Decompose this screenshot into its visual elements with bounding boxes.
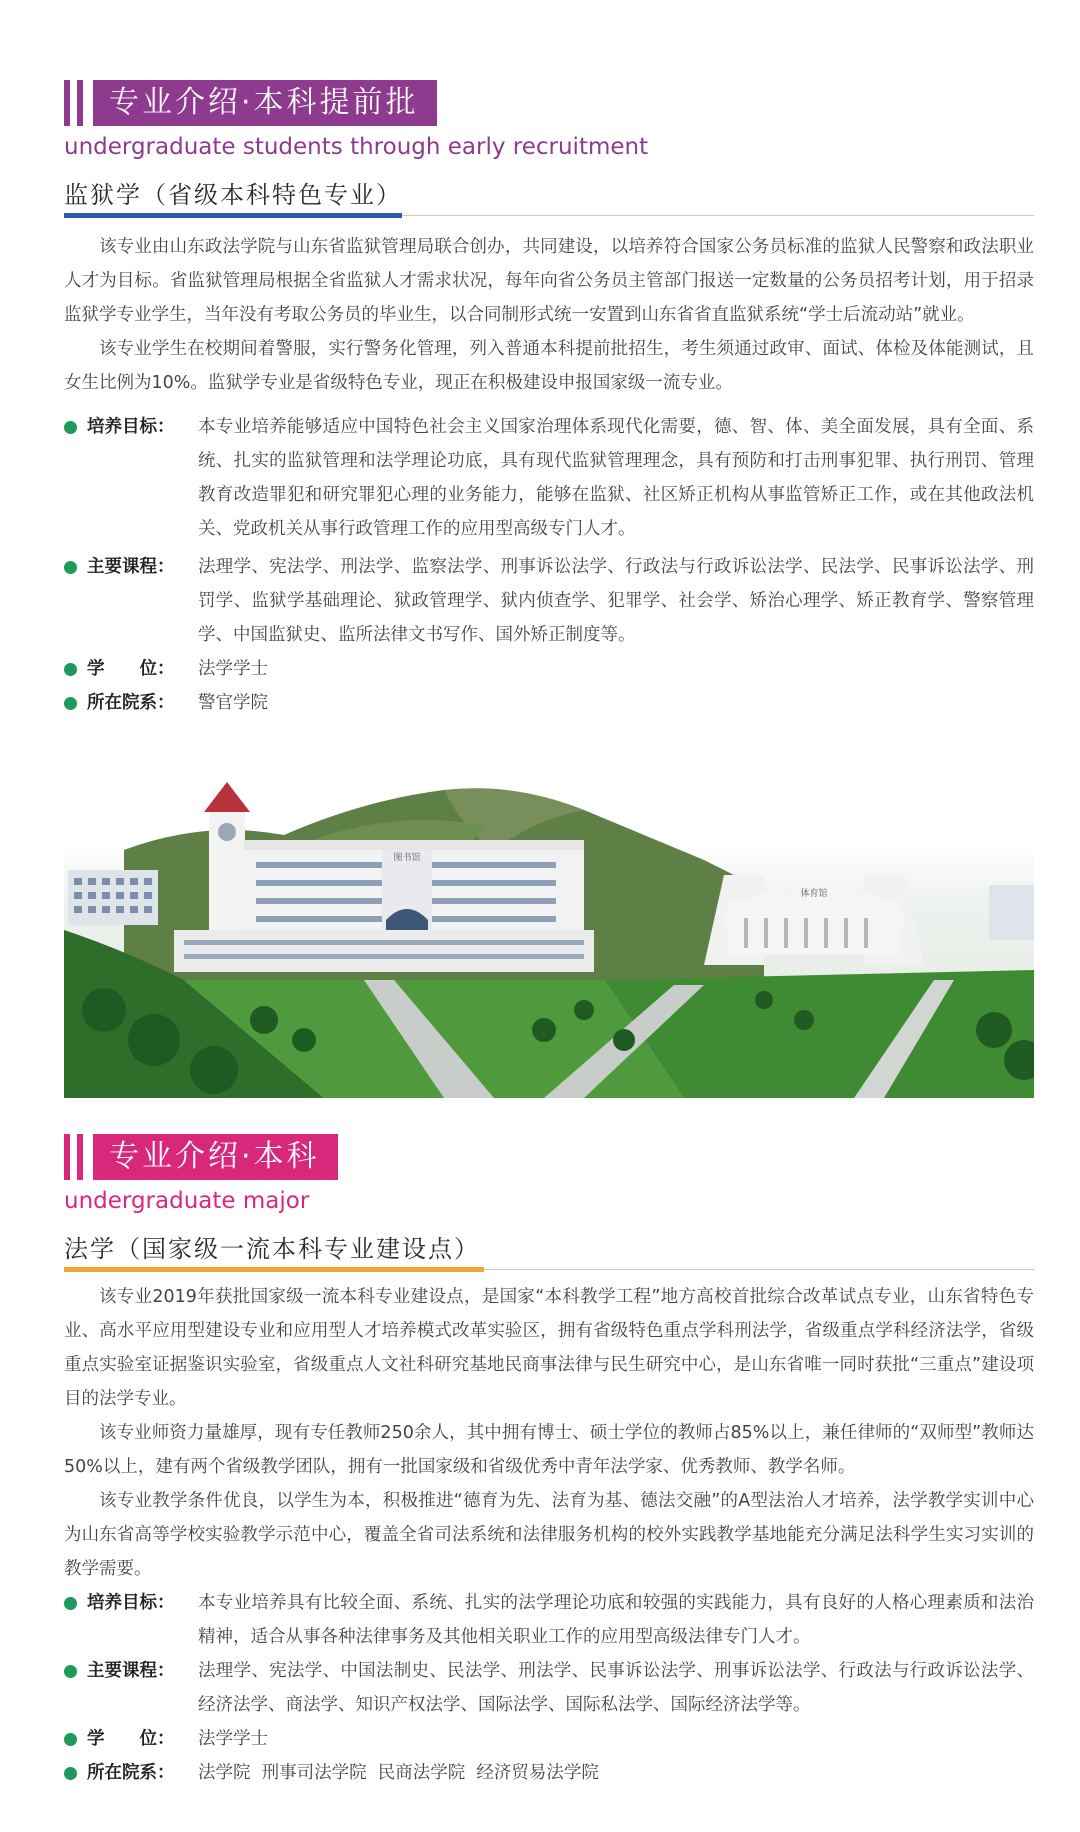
section-undergraduate — [64, 1134, 1034, 1790]
info-label: 学 位： — [87, 659, 175, 679]
info-value: 法理学、宪法学、刑法学、监察法学、刑事诉讼法学、行政法与行政诉讼法学、民法学、民事诉讼法学、刑罚学、监狱学基础理论、狱政管理学、狱内侦查学、犯罪学、社会学、矫治心理学、矫正教育学、警察管理学、中国监狱史、监所法律文书写作、国外矫正制度等。 — [198, 557, 1034, 645]
major-title: 监狱学（省级本科特色专业） — [64, 181, 402, 209]
info-label: 主要课程： — [87, 557, 175, 577]
info-label: 培养目标： — [87, 1593, 175, 1613]
info-label: 所在院系： — [87, 693, 175, 713]
gym-sign: 体育馆 — [800, 889, 828, 899]
section-banner — [64, 1134, 1034, 1180]
info-value: 法理学、宪法学、中国法制史、民法学、刑法学、民事诉讼法学、刑事诉讼法学、行政法与行政诉讼法学、经济法学、商法学、知识产权法学、国际法学、国际私法学、国际经济法学等。 — [198, 1661, 1034, 1715]
bullet-dot-icon — [64, 1597, 77, 1610]
campus-illustration — [64, 780, 1034, 1098]
library-sign: 图书馆 — [393, 853, 421, 863]
major-heading — [64, 176, 1034, 220]
banner-accent-bar — [77, 80, 83, 126]
info-value: 法学院 刑事司法学院 民商法学院 经济贸易法学院 — [198, 1763, 599, 1783]
banner-accent-bar — [77, 1134, 83, 1180]
bullet-dot-icon — [64, 1733, 77, 1746]
section-early-recruitment — [64, 80, 1034, 720]
major-info-list — [64, 1586, 1034, 1790]
bullet-dot-icon — [64, 663, 77, 676]
info-row-department — [64, 686, 1034, 720]
major-description — [64, 1280, 1034, 1586]
info-label: 学 位： — [87, 1729, 175, 1749]
info-value: 法学学士 — [198, 659, 268, 679]
section-subtitle: undergraduate major — [64, 1188, 310, 1214]
section-banner — [64, 80, 1034, 126]
heading-rule-accent — [64, 213, 402, 218]
major-description — [64, 230, 1034, 400]
info-row-courses — [64, 1654, 1034, 1722]
bullet-dot-icon — [64, 421, 77, 434]
info-label: 主要课程： — [87, 1661, 175, 1681]
campus-photo — [64, 780, 1034, 1098]
heading-rule-accent — [64, 1267, 484, 1272]
info-row-degree — [64, 652, 1034, 686]
info-value: 警官学院 — [198, 693, 268, 713]
info-value: 本专业培养具有比较全面、系统、扎实的法学理论功底和较强的实践能力，具有良好的人格心理素质和法治精神，适合从事各种法律事务及其他相关职业工作的应用型高级法律专门人才。 — [198, 1593, 1034, 1647]
info-row-training-goal — [64, 410, 1034, 546]
info-row-degree — [64, 1722, 1034, 1756]
info-row-department — [64, 1756, 1034, 1790]
banner-accent-bar — [64, 1134, 70, 1180]
major-title: 法学（国家级一流本科专业建设点） — [64, 1235, 480, 1263]
section-title: 专业介绍·本科 — [93, 1134, 338, 1180]
bullet-dot-icon — [64, 1665, 77, 1678]
info-value: 本专业培养能够适应中国特色社会主义国家治理体系现代化需要，德、智、体、美全面发展，具有全面、系统、扎实的监狱管理和法学理论功底，具有现代监狱管理理念，具有预防和打击刑事犯罪、执行刑罚、管理教育改造罪犯和研究罪犯心理的业务能力，能够在监狱、社区矫正机构从事监管矫正工作，或在其他政法机关、党政机关从事行政管理工作的应用型高级专门人才。 — [198, 417, 1034, 539]
info-row-courses — [64, 550, 1034, 652]
info-row-training-goal — [64, 1586, 1034, 1654]
paragraph: 该专业教学条件优良，以学生为本，积极推进“德育为先、法育为基、德法交融”的A型法治人才培养，法学教学实训中心为山东省高等学校实验教学示范中心，覆盖全省司法系统和法律服务机构的校外实践教学基地能充分满足法科学生实习实训的教学需要。 — [64, 1491, 1034, 1579]
major-heading — [64, 1230, 1034, 1274]
info-value: 法学学士 — [198, 1729, 268, 1749]
bullet-dot-icon — [64, 561, 77, 574]
banner-accent-bar — [64, 80, 70, 126]
bullet-dot-icon — [64, 1767, 77, 1780]
bullet-dot-icon — [64, 697, 77, 710]
section-subtitle: undergraduate students through early recruitment — [64, 134, 649, 160]
paragraph: 该专业由山东政法学院与山东省监狱管理局联合创办，共同建设，以培养符合国家公务员标准的监狱人民警察和政法职业人才为目标。省监狱管理局根据全省监狱人才需求状况，每年向省公务员主管部门报送一定数量的公务员招考计划，用于招录监狱学专业学生，当年没有考取公务员的毕业生，以合同制形式统一安置到山东省省直监狱系统“学士后流动站”就业。 — [64, 237, 1034, 325]
info-label: 培养目标： — [87, 417, 175, 437]
paragraph: 该专业学生在校期间着警服，实行警务化管理，列入普通本科提前批招生，考生须通过政审、面试、体检及体能测试，且女生比例为10%。监狱学专业是省级特色专业，现正在积极建设申报国家级一流专业。 — [64, 339, 1034, 393]
paragraph: 该专业2019年获批国家级一流本科专业建设点，是国家“本科教学工程”地方高校首批综合改革试点专业，山东省特色专业、高水平应用型建设专业和应用型人才培养模式改革实验区，拥有省级特色重点学科刑法学，省级重点学科经济法学，省级重点实验室证据鉴识实验室，省级重点人文社科研究基地民商事法律与民生研究中心，是山东省唯一同时获批“三重点”建设项目的法学专业。 — [64, 1287, 1034, 1409]
paragraph: 该专业师资力量雄厚，现有专任教师250余人，其中拥有博士、硕士学位的教师占85%以上，兼任律师的“双师型”教师达50%以上，建有两个省级教学团队，拥有一批国家级和省级优秀中青年法学家、优秀教师、教学名师。 — [64, 1423, 1034, 1477]
major-info-list — [64, 410, 1034, 720]
section-title: 专业介绍·本科提前批 — [93, 80, 437, 126]
info-label: 所在院系： — [87, 1763, 175, 1783]
